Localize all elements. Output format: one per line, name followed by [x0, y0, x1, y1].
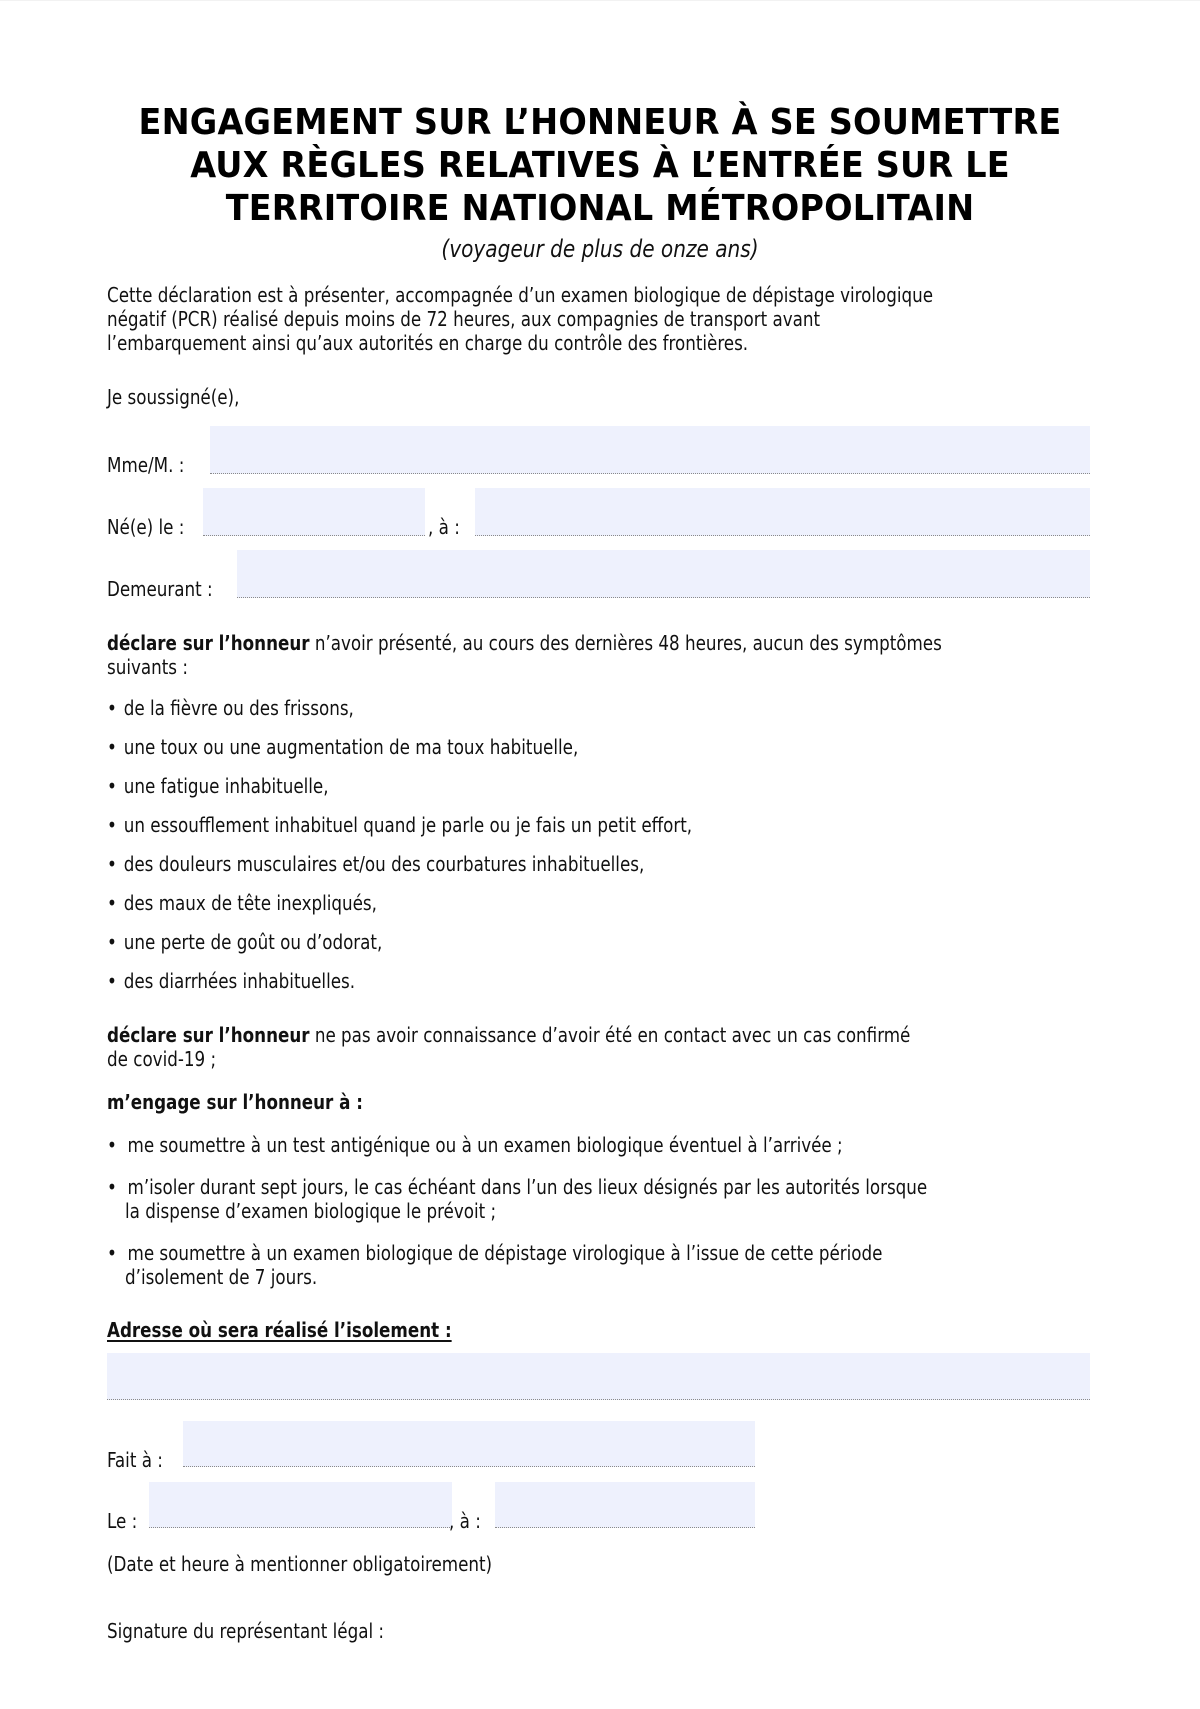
bullet-icon: • — [107, 930, 117, 954]
bullet-icon: • — [107, 813, 117, 837]
name-input[interactable] — [210, 426, 1090, 473]
symptoms-list — [107, 696, 736, 994]
symptom-item: • une fatigue inhabituelle, — [107, 774, 329, 798]
signature-label: Signature du représentant légal : — [107, 1619, 385, 1643]
address-label: Demeurant : — [107, 577, 213, 601]
symptoms-declaration-line-1 — [107, 631, 942, 656]
bullet-icon: • — [107, 852, 117, 876]
birth-place-input[interactable] — [475, 488, 1090, 535]
intro-line-1: Cette déclaration est à présenter, accompagnée d’un examen biologique de dépistage virologique — [107, 283, 934, 307]
commitment-item-1: • me soumettre à un test antigénique ou à un examen biologique éventuel à l’arrivée ; — [107, 1133, 843, 1157]
name-field[interactable] — [210, 426, 1090, 474]
birth-date-label: Né(e) le : — [107, 515, 185, 539]
bullet-icon: • — [107, 969, 117, 993]
time-field[interactable] — [495, 1482, 755, 1528]
symptoms-declaration-line-2: suivants : — [107, 655, 188, 679]
isolation-address-input[interactable] — [107, 1353, 1090, 1399]
commitment-heading: m’engage sur l’honneur à : — [107, 1090, 363, 1114]
intro-line-3: l’embarquement ainsi qu’aux autorités en charge du contrôle des frontières. — [107, 331, 749, 355]
commitment-item-3: • me soumettre à un examen biologique de dépistage virologique à l’issue de cette période — [107, 1241, 883, 1265]
bullet-icon: • — [107, 1175, 117, 1199]
contact-declaration-line-2: de covid-19 ; — [107, 1047, 217, 1071]
bullet-icon: • — [107, 696, 117, 720]
symptoms-lead-rest: n’avoir présenté, au cours des dernières 48 heures, aucun des symptômes — [309, 631, 942, 655]
title-line-2: AUX RÈGLES RELATIVES À L’ENTRÉE SUR LE — [190, 145, 1010, 186]
bullet-icon: • — [107, 891, 117, 915]
intro-line-2: négatif (PCR) réalisé depuis moins de 72 heures, aux compagnies de transport avant — [107, 307, 821, 331]
place-field[interactable] — [183, 1421, 755, 1467]
bullet-icon: • — [107, 1133, 117, 1157]
birth-place-field[interactable] — [475, 488, 1090, 536]
name-label: Mme/M. : — [107, 453, 185, 477]
document-subtitle: (voyageur de plus de onze ans) — [441, 235, 759, 263]
symptom-item: • une perte de goût ou d’odorat, — [107, 930, 383, 954]
title-line-1: ENGAGEMENT SUR L’HONNEUR À SE SOUMETTRE — [138, 102, 1062, 143]
date-time-note: (Date et heure à mentionner obligatoirement) — [107, 1552, 493, 1576]
date-field[interactable] — [149, 1482, 452, 1528]
commitment-item-2-cont: la dispense d’examen biologique le prévoit ; — [125, 1199, 497, 1223]
birth-date-input[interactable] — [203, 488, 425, 535]
bullet-icon: • — [107, 735, 117, 759]
symptoms-lead-bold: déclare sur l’honneur — [107, 631, 310, 655]
commitment-item-2: • m’isoler durant sept jours, le cas échéant dans l’un des lieux désignés par les autorités lorsque — [107, 1175, 928, 1199]
address-input[interactable] — [237, 550, 1090, 597]
isolation-heading: Adresse où sera réalisé l’isolement : — [107, 1318, 452, 1342]
contact-lead-rest: ne pas avoir connaissance d’avoir été en contact avec un cas confirmé — [309, 1023, 911, 1047]
symptom-item: • des douleurs musculaires et/ou des courbatures inhabituelles, — [107, 852, 645, 876]
birth-date-field[interactable] — [203, 488, 425, 536]
title-line-3: TERRITOIRE NATIONAL MÉTROPOLITAIN — [225, 188, 975, 229]
symptom-item: • des diarrhées inhabituelles. — [107, 969, 356, 993]
document-title — [135, 101, 1065, 230]
isolation-address-field[interactable] — [107, 1353, 1090, 1400]
symptom-item: • un essoufflement inhabituel quand je parle ou je fais un petit effort, — [107, 813, 693, 837]
commitment-item-3-cont: d’isolement de 7 jours. — [125, 1265, 318, 1289]
bullet-icon: • — [107, 1241, 117, 1265]
birth-place-label: , à : — [428, 515, 460, 539]
place-input[interactable] — [183, 1421, 755, 1466]
date-input[interactable] — [149, 1482, 452, 1527]
place-label: Fait à : — [107, 1448, 163, 1472]
symptom-item: • de la fièvre ou des frissons, — [107, 696, 354, 720]
bullet-icon: • — [107, 774, 117, 798]
date-label: Le : — [107, 1509, 138, 1533]
symptom-item: • des maux de tête inexpliqués, — [107, 891, 377, 915]
time-input[interactable] — [495, 1482, 755, 1527]
undersigned-text: Je soussigné(e), — [107, 385, 240, 409]
contact-declaration-line-1 — [107, 1023, 910, 1048]
time-label: , à : — [449, 1509, 481, 1533]
contact-lead-bold: déclare sur l’honneur — [107, 1023, 310, 1047]
symptom-item: • une toux ou une augmentation de ma toux habituelle, — [107, 735, 579, 759]
address-field[interactable] — [237, 550, 1090, 598]
